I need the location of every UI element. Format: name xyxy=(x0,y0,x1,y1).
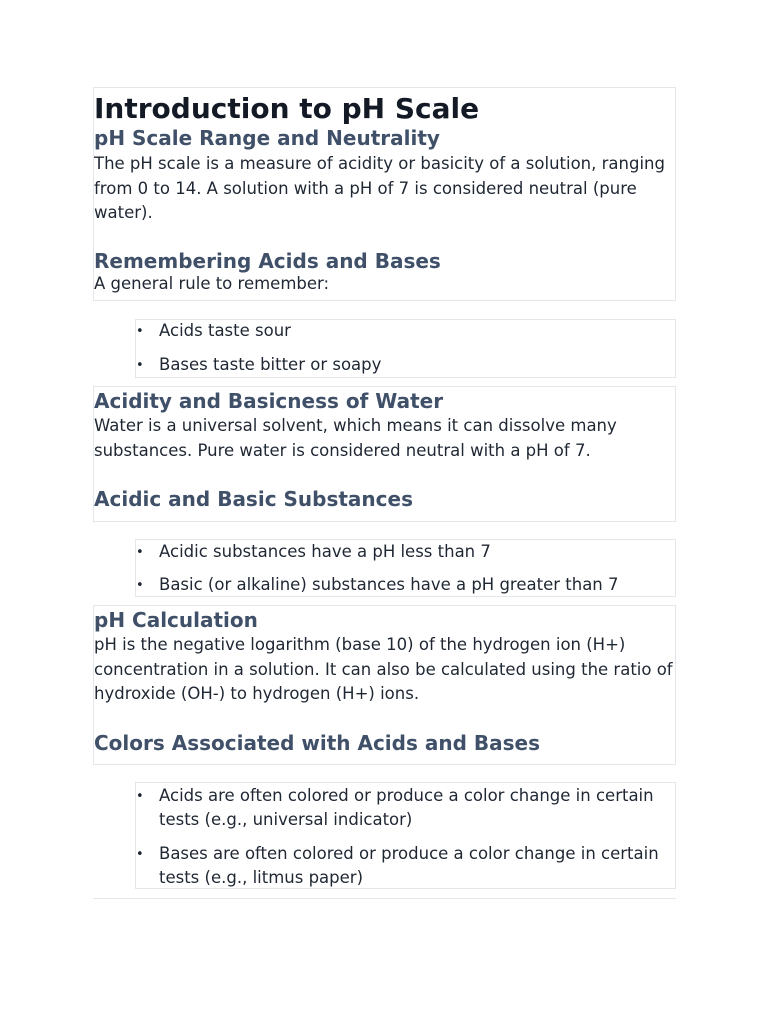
list-item: • Acids are often colored or produce a color change in certain tests (e.g., universal indicator) xyxy=(136,784,675,832)
colors-list-block xyxy=(135,782,676,889)
section-heading-calculation: pH Calculation xyxy=(94,608,258,632)
substances-list-block xyxy=(135,539,676,597)
section-heading-colors: Colors Associated with Acids and Bases xyxy=(94,730,540,755)
list-item: • Bases are often colored or produce a color change in certain tests (e.g., litmus paper) xyxy=(136,842,675,890)
section-heading-substances: Acidic and Basic Substances xyxy=(94,487,413,511)
calculation-block xyxy=(93,605,676,765)
section-heading-range: pH Scale Range and Neutrality xyxy=(94,126,440,150)
section-heading-water: Acidity and Basicness of Water xyxy=(94,389,444,413)
substances-list xyxy=(136,540,675,597)
list-item: • Bases taste bitter or soapy xyxy=(136,353,675,377)
section-text-remember: A general rule to remember: xyxy=(94,273,330,293)
list-item: • Acids taste sour xyxy=(136,319,675,343)
page-title: Introduction to pH Scale xyxy=(94,92,480,125)
remember-list xyxy=(136,319,675,377)
document-page xyxy=(93,87,676,889)
bottom-divider xyxy=(93,898,676,899)
section-heading-remember: Remembering Acids and Bases xyxy=(94,248,441,273)
colors-list xyxy=(136,784,675,890)
section-text-calculation: pH is the negative logarithm (base 10) of the hydrogen ion (H+) concentration in a solution. It can also be calculated using the ratio of hydroxide (OH-) to hydrogen (H+) ions. xyxy=(94,635,673,703)
intro-block xyxy=(93,87,676,301)
section-text-water: Water is a universal solvent, which means it can dissolve many substances. Pure water is considered neutral with a pH of 7. xyxy=(94,416,617,460)
water-block xyxy=(93,386,676,522)
remember-list-block xyxy=(135,319,676,378)
section-text-range: The pH scale is a measure of acidity or basicity of a solution, ranging from 0 to 14. A solution with a pH of 7 is considered neutral (pure water). xyxy=(94,154,665,222)
list-item: • Basic (or alkaline) substances have a pH greater than 7 xyxy=(136,573,675,597)
list-item: • Acidic substances have a pH less than 7 xyxy=(136,540,675,564)
